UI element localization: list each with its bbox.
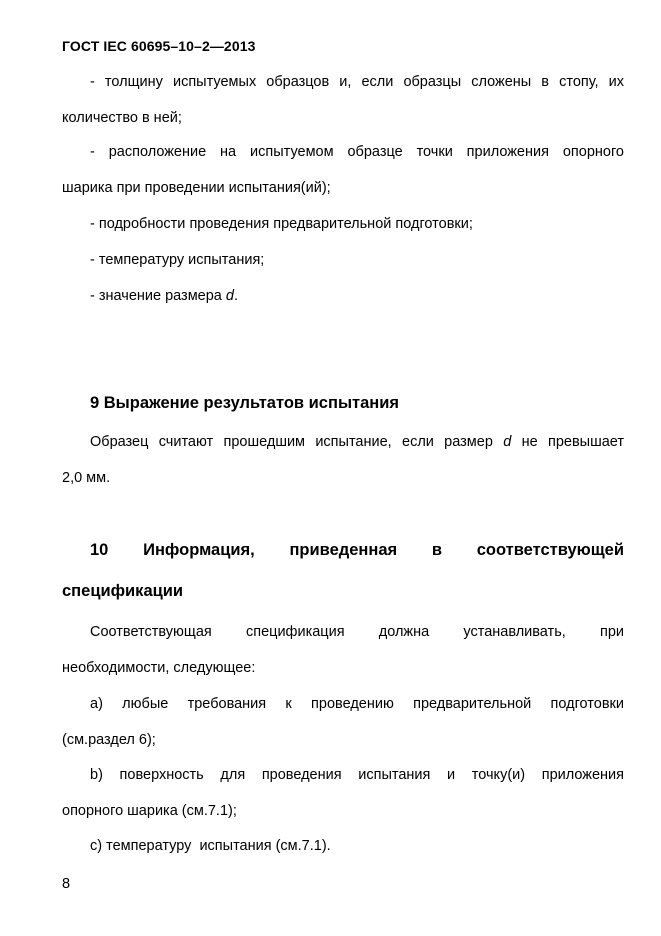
document-code-header: ГОСТ IEC 60695–10–2—2013 xyxy=(62,38,256,54)
section-10-item-c: c) температуру испытания (см.7.1). xyxy=(90,838,331,854)
section-10-intro xyxy=(62,614,624,686)
list-item-line: количество в ней; xyxy=(62,110,182,126)
page-number: 8 xyxy=(62,876,71,892)
paragraph-line: 2,0 мм. xyxy=(62,470,111,486)
list-item-test-temperature: - температуру испытания; xyxy=(90,252,265,268)
paragraph-line xyxy=(62,424,624,460)
heading-word: приведенная xyxy=(289,541,398,559)
paragraph-line: b) поверхность для проведения испытания и точку(и) приложения xyxy=(90,767,624,783)
list-item-line: шарика при проведении испытания(ий); xyxy=(62,180,331,196)
section-10-heading-continued: спецификации xyxy=(62,582,184,600)
text-segment: - значение размера xyxy=(90,288,226,304)
list-item-ball-position xyxy=(62,134,624,206)
heading-word: соответствующей xyxy=(476,541,624,559)
paragraph-line: необходимости, следующее: xyxy=(62,660,256,676)
variable-d: d xyxy=(503,434,512,450)
section-10-heading xyxy=(90,541,624,560)
text-segment: . xyxy=(233,288,238,304)
list-item-line: - толщину испытуемых образцов и, если образцы сложены в стопу, их xyxy=(90,74,624,90)
heading-word: в xyxy=(431,541,443,559)
list-item-dimension-d xyxy=(90,286,238,306)
text-segment: не превышает xyxy=(511,434,624,450)
variable-d: d xyxy=(225,288,234,304)
section-9-paragraph xyxy=(62,424,624,496)
text-segment: Образец считают прошедшим испытание, если размер xyxy=(90,434,504,450)
section-10-item-b xyxy=(62,757,624,829)
list-item-line: - расположение на испытуемом образце точки приложения опорного xyxy=(90,144,624,160)
heading-word: 10 xyxy=(90,541,109,559)
section-9-heading: 9 Выражение результатов испытания xyxy=(90,394,400,412)
heading-word: Информация, xyxy=(143,541,255,559)
paragraph-line: опорного шарика (см.7.1); xyxy=(62,803,237,819)
paragraph-line: Соответствующая спецификация должна устанавливать, при xyxy=(90,624,624,640)
list-item-preconditioning: - подробности проведения предварительной подготовки; xyxy=(90,216,473,232)
paragraph-line: (см.раздел 6); xyxy=(62,732,156,748)
paragraph-line: a) любые требования к проведению предварительной подготовки xyxy=(90,696,624,712)
list-item-sample-thickness xyxy=(62,64,624,136)
section-10-item-a xyxy=(62,686,624,758)
